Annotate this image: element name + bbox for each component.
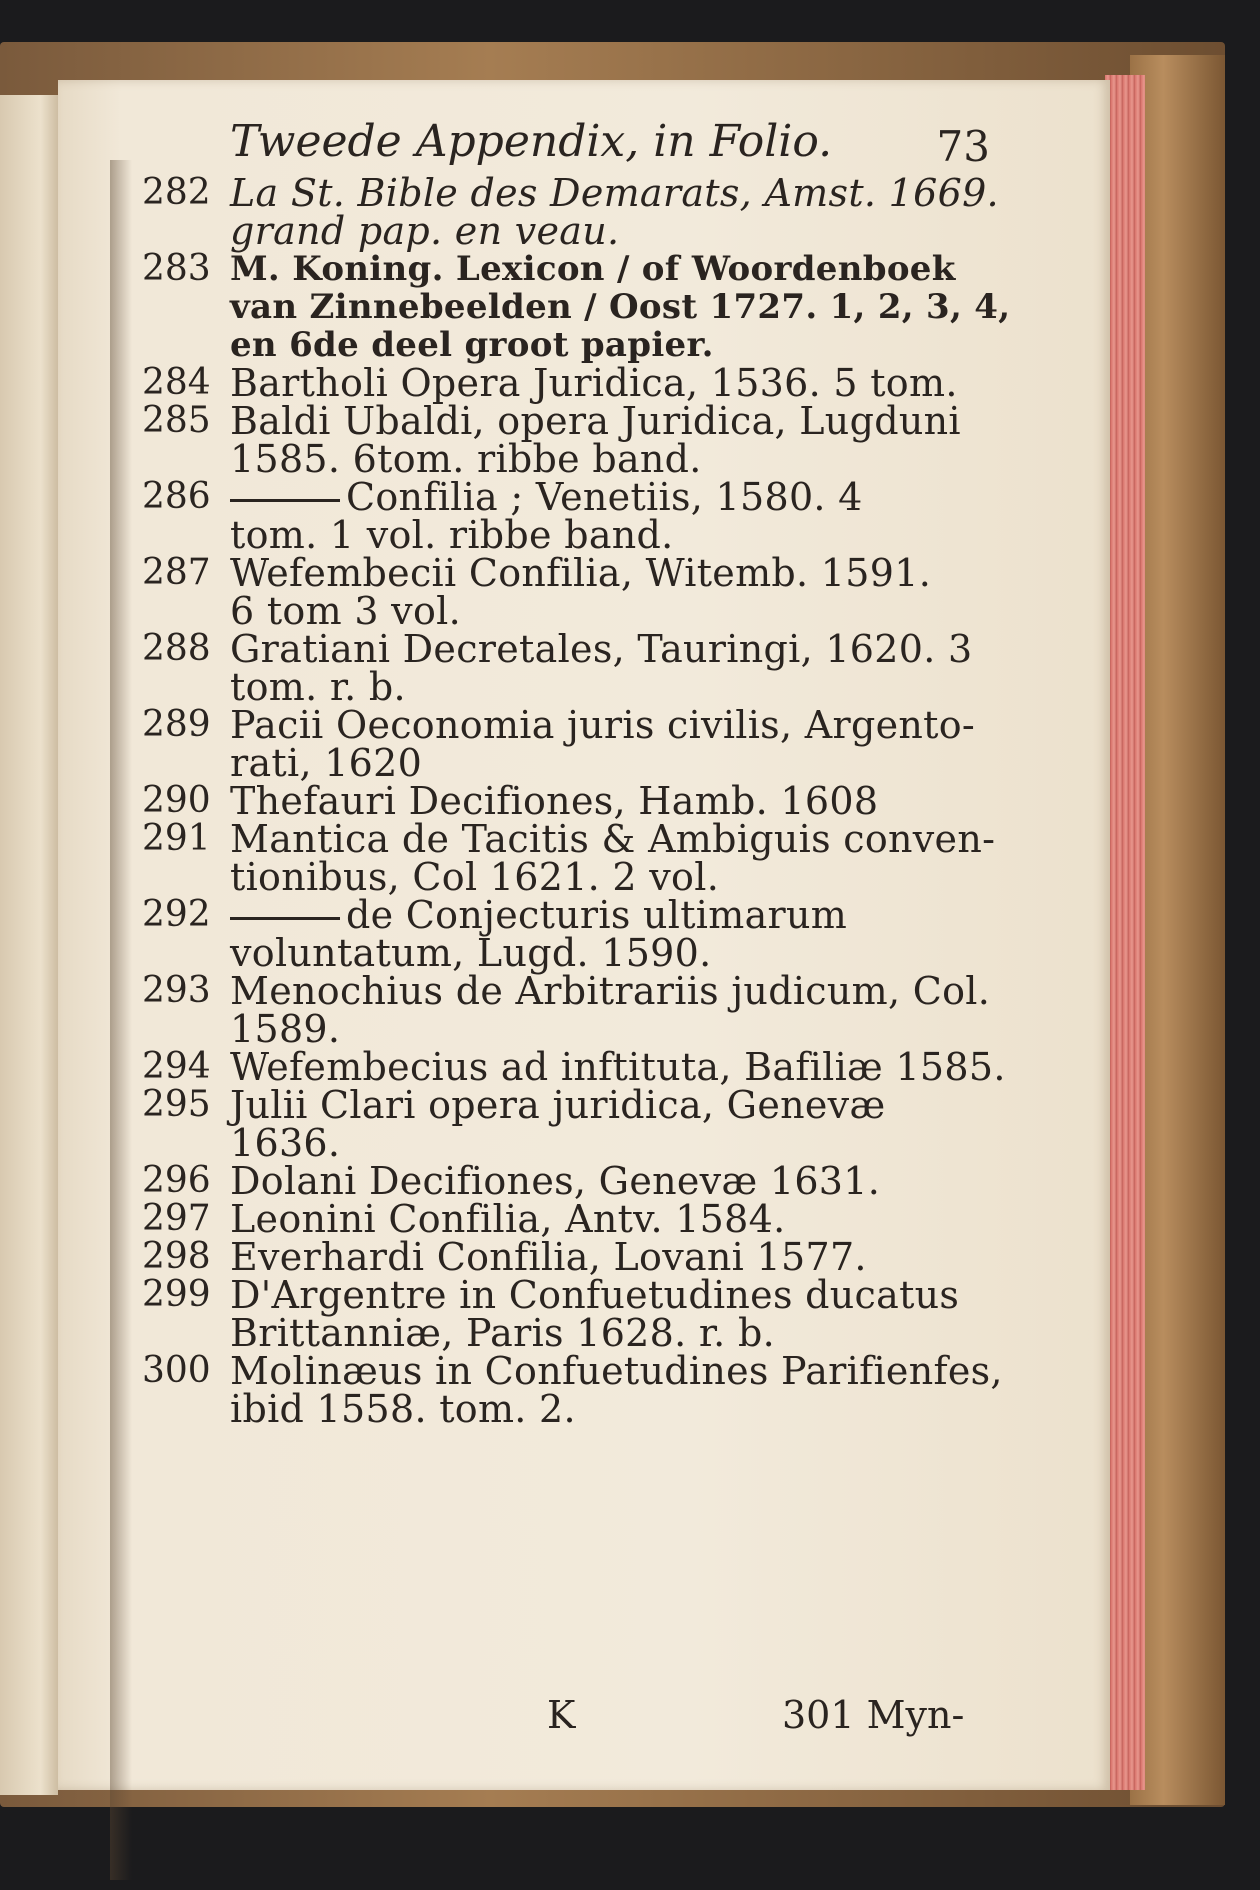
entry-line-text: ibid 1558. tom. 2.	[230, 1387, 576, 1431]
entry-text	[230, 171, 1000, 253]
entry-line-text: en 6de deel groot papier.	[230, 325, 714, 365]
catalogue-entry	[130, 361, 1000, 405]
entry-line	[230, 1349, 1003, 1393]
entry-line	[230, 855, 1000, 899]
entry-text	[230, 361, 1000, 405]
entry-line	[230, 703, 1000, 747]
entry-line-text: tom. r. b.	[230, 665, 406, 709]
entry-text	[230, 1197, 1000, 1241]
catalogue-entry	[130, 248, 1011, 365]
catalogue-entry	[130, 399, 1000, 481]
entry-line-text: van Zinnebeelden / Oost 1727. 1, 2, 3, 4,	[230, 287, 1011, 327]
entry-text	[230, 1235, 1000, 1279]
catalogue-entry	[130, 1273, 1000, 1355]
entry-line-text: D'Argentre in Confuetudines ducatus	[230, 1273, 960, 1317]
entry-number: 292	[142, 894, 211, 935]
entry-line-text: Brittanniæ, Paris 1628. r. b.	[230, 1311, 775, 1355]
entry-line	[230, 1311, 1000, 1355]
entry-line	[230, 513, 1000, 557]
entry-line	[230, 551, 1000, 595]
entry-line	[230, 1121, 1000, 1165]
page-number: 73	[936, 122, 990, 171]
entry-line-text: Wefembecius ad inftituta, Bafiliæ 1585.	[230, 1045, 1006, 1089]
entry-line-text: rati, 1620	[230, 741, 423, 785]
entry-line	[230, 209, 1000, 253]
spine-shadow	[110, 160, 132, 1880]
running-header	[130, 116, 1000, 172]
entry-text	[230, 893, 1000, 975]
entry-line-text: tom. 1 vol. ribbe band.	[230, 513, 674, 557]
entry-line-text: La St. Bible des Demarats, Amst. 1669.	[230, 171, 999, 215]
entry-line	[230, 1007, 1000, 1051]
catalogue-entry	[130, 1159, 1000, 1203]
entry-text	[230, 779, 1000, 823]
entry-line-text: Thefauri Decifiones, Hamb. 1608	[230, 779, 879, 823]
entry-text	[230, 1159, 1000, 1203]
entry-line	[230, 741, 1000, 785]
entry-number: 298	[142, 1236, 211, 1277]
catalogue-entry	[130, 817, 1000, 899]
entry-text	[230, 249, 1011, 365]
entry-text	[230, 817, 1000, 899]
entry-line-text: 6 tom 3 vol.	[230, 589, 461, 633]
entry-number: 288	[142, 628, 211, 669]
entry-number: 283	[142, 248, 211, 289]
entry-number: 284	[142, 362, 211, 403]
entry-line-text: Molinæus in Confuetudines Parifienfes,	[230, 1349, 1003, 1393]
catalogue-entries	[130, 171, 1011, 1431]
entry-text	[230, 1349, 1003, 1431]
entry-line-text: tionibus, Col 1621. 2 vol.	[230, 855, 720, 899]
entry-number: 290	[142, 780, 211, 821]
header-title: Tweede Appendix, in Folio.	[230, 116, 833, 167]
entry-line-text: Confilia ; Venetiis, 1580. 4	[346, 475, 863, 519]
entry-line-text: Everhardi Confilia, Lovani 1577.	[230, 1235, 867, 1279]
page-edges-red	[1105, 75, 1145, 1790]
entry-line-text: voluntatum, Lugd. 1590.	[230, 931, 712, 975]
entry-line	[230, 589, 1000, 633]
entry-line-text: 1585. 6tom. ribbe band.	[230, 437, 702, 481]
entry-text	[230, 627, 1000, 709]
entry-line	[230, 287, 1011, 327]
entry-line	[230, 437, 1000, 481]
catalogue-entry	[130, 893, 1000, 975]
entry-line	[230, 1045, 1006, 1089]
entry-number: 291	[142, 818, 211, 859]
entry-number: 295	[142, 1084, 211, 1125]
entry-line	[230, 627, 1000, 671]
entry-line	[230, 665, 1000, 709]
entry-text	[230, 1045, 1006, 1089]
entry-number: 299	[142, 1274, 211, 1315]
entry-line-text: Bartholi Opera Juridica, 1536. 5 tom.	[230, 361, 958, 405]
entry-line	[230, 931, 1000, 975]
entry-line-text: 1636.	[230, 1121, 341, 1165]
catalogue-entry	[130, 703, 1000, 785]
catchword: 301 Myn-	[782, 1693, 965, 1737]
entry-line-text: Dolani Decifiones, Genevæ 1631.	[230, 1159, 881, 1203]
entry-line	[230, 399, 1000, 443]
entry-line-text: Wefembecii Confilia, Witemb. 1591.	[230, 551, 932, 595]
entry-number: 294	[142, 1046, 211, 1087]
entry-line	[230, 1235, 1000, 1279]
entry-text	[230, 1273, 1000, 1355]
entry-line	[230, 361, 1000, 405]
entry-line-text: M. Koning. Lexicon / of Woordenboek	[230, 249, 956, 289]
catalogue-entry	[130, 171, 1000, 253]
page-footer	[130, 1693, 1000, 1743]
entry-line	[230, 475, 1000, 519]
entry-line	[230, 1159, 1000, 1203]
entry-line	[230, 250, 1000, 288]
entry-line-text: 1589.	[230, 1007, 341, 1051]
entry-line	[230, 969, 1000, 1013]
entry-text	[230, 703, 1000, 785]
entry-line-text: Pacii Oeconomia juris civilis, Argento-	[230, 703, 976, 747]
signature-mark: K	[547, 1693, 576, 1737]
catalogue-entry	[130, 1083, 1000, 1165]
entry-text	[230, 551, 1000, 633]
entry-line-text: de Conjecturis ultimarum	[346, 893, 848, 937]
entry-line-text: Menochius de Arbitrariis judicum, Col.	[230, 969, 991, 1013]
entry-line-text: Gratiani Decretales, Tauringi, 1620. 3	[230, 627, 973, 671]
entry-line	[230, 1197, 1000, 1241]
catalogue-entry	[130, 1197, 1000, 1241]
entry-line	[230, 817, 1000, 861]
catalogue-entry	[130, 969, 1000, 1051]
catalogue-entry	[130, 1045, 1006, 1089]
entry-number: 282	[142, 172, 211, 213]
entry-text	[230, 1083, 1000, 1165]
entry-line	[230, 893, 1000, 937]
entry-line-text: Baldi Ubaldi, opera Juridica, Lugduni	[230, 399, 961, 443]
entry-text	[230, 399, 1000, 481]
entry-line-text: Julii Clari opera juridica, Genevæ	[230, 1083, 886, 1127]
entry-number: 286	[142, 476, 211, 517]
entry-line-text: Mantica de Tacitis & Ambiguis conven-	[230, 817, 996, 861]
entry-number: 289	[142, 704, 211, 745]
page-text	[130, 116, 1011, 1737]
left-page-sliver	[0, 95, 58, 1795]
entry-number: 287	[142, 552, 211, 593]
catalogue-entry	[130, 475, 1000, 557]
catalogue-entry	[130, 1235, 1000, 1279]
entry-text	[230, 969, 1000, 1051]
entry-line	[230, 171, 1000, 215]
entry-number: 285	[142, 400, 211, 441]
catalogue-entry	[130, 551, 1000, 633]
ditto-dash	[230, 499, 340, 502]
entry-line	[230, 1387, 1000, 1431]
catalogue-entry	[130, 1349, 1003, 1431]
entry-number: 300	[142, 1350, 211, 1391]
entry-line-text: grand pap. en veau.	[230, 209, 620, 253]
entry-line	[230, 326, 1000, 364]
entry-text	[230, 475, 1000, 557]
catalogue-entry	[130, 779, 1000, 823]
entry-line	[230, 1083, 1000, 1127]
catalogue-entry	[130, 627, 1000, 709]
entry-number: 297	[142, 1198, 211, 1239]
entry-line-text: Leonini Confilia, Antv. 1584.	[230, 1197, 786, 1241]
ditto-dash	[230, 917, 340, 920]
entry-line	[230, 779, 1000, 823]
entry-number: 293	[142, 970, 211, 1011]
entry-number: 296	[142, 1160, 211, 1201]
entry-line	[230, 1273, 1000, 1317]
